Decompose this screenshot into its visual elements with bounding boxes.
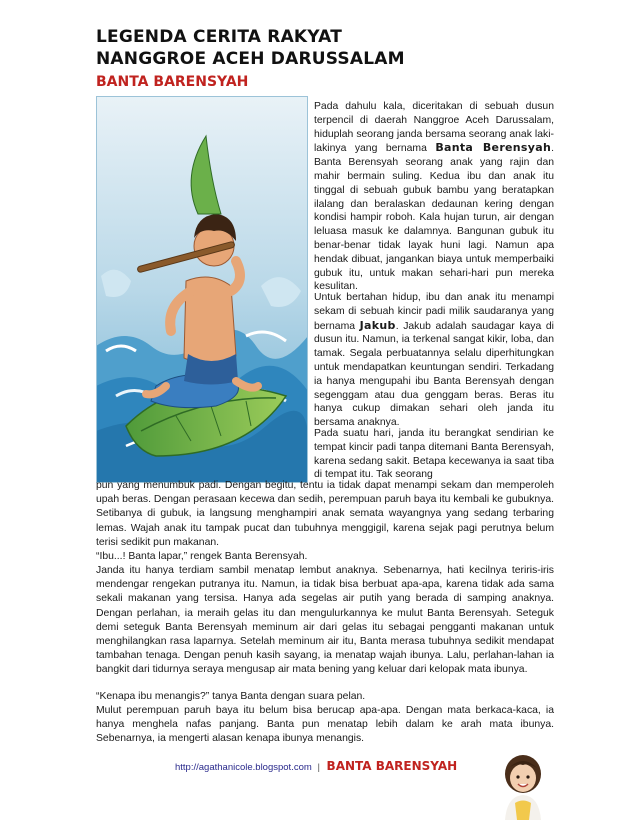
- doc-title-line2: NANGGROE ACEH DARUSSALAM: [96, 49, 405, 69]
- footer-separator: |: [317, 762, 320, 773]
- footer-brand: BANTA BARENSYAH: [326, 759, 458, 773]
- paragraph-3-continued: pun yang menumbuk padi. Dengan begitu, tentu ia tidak dapat menampi sekam dan memperoleh upah beras. Dengan perasaan kecewa dan sedih, perempuan paruh baya itu kembali ke gubuknya. Setibanya di gubuk, ia langsung menghampiri anak semata wayangnya yang sedang terbaring lemas. Wajah anak itu tampak pucat dan tubuhnya menggigil, karena sejak pagi perutnya belum terisi sedikit pun makanan.: [96, 480, 554, 548]
- dialogue-line-2: “Kenapa ibu menangis?” tanya Banta dengan suara pelan.: [96, 691, 366, 702]
- character-name-banta: Banta Berensyah: [435, 141, 552, 155]
- page-footer: [175, 759, 457, 773]
- dialogue-line: “Ibu...! Banta lapar,” rengek Banta Berensyah.: [96, 551, 308, 562]
- doc-title-line1: LEGENDA CERITA RAKYAT: [96, 27, 343, 47]
- paragraph-4: Janda itu hanya terdiam sambil menatap lembut anaknya. Sebenarnya, hati kecilnya teriris-iris mendengar rengekan putranya itu. Namun, ia tidak bisa berbuat apa-apa, karena tidak ada sama sekali makanan yang tersisa. Hanya ada segelas air putih yang berada di samping anaknya. Dengan perlahan, ia meraih gelas itu dan mengulurkannya ke mulut Banta Berensyah. Seteguk demi seteguk Banta Berensyah meminum air dari gelas itu sebagai pengganti makanan untuk menghilangkan rasa laparnya. Setelah meminum air itu, Banta merasa tubuhnya sedikit mendapat tambahan tenaga. Dengan penuh kasih sayang, ia menatap wajah ibunya. Lalu, perlahan-lahan ia bangkit dari tidurnya seraya mengusap air mata bening yang keluar dari kelopak mata ibunya.: [96, 565, 554, 676]
- story-title: BANTA BARENSYAH: [96, 74, 249, 90]
- paragraph-2-text-cont: . Jakub adalah saudagar kaya di dusun itu. Namun, ia terkenal sangat kikir, loba, dan tamak. Segala perbuatannya selalu diperhitungkan untuk mendapatkan keuntungan sendiri. Terkadang ia hanya mengupahi ibu Banta Berensyah dengan segenggam atau dua genggam beras. Beras itu hanya cukup dimakan sehari oleh janda itu bersama anaknya.: [314, 320, 554, 429]
- character-name-jakub: Jakub: [359, 318, 396, 332]
- paragraph-2: [314, 291, 554, 430]
- paragraph-1-text: Pada dahulu kala, diceritakan di sebuah dusun terpencil di daerah Nanggroe Aceh Darussalam, hiduplah seorang janda bersama seorang anak laki-lakinya yang bernama: [314, 101, 554, 155]
- paragraph-1: [314, 100, 554, 294]
- girl-photo-avatar: [493, 748, 553, 820]
- paragraph-1-text-cont: . Banta Berensyah seorang anak yang rajin dan mahir bermain suling. Kedua ibu dan anak itu tinggal di sebuah gubuk bambu yang beratapkan ilalang dan beralaskan dedaunan kering dengan kondisi hampir roboh. Kala hujan turun, air dengan leluasa masuk ke dalamnya. Bangunan gubuk itu benar-benar tidak layak huni lagi. Namun apa hendak dibuat, jangankan biaya untuk memperbaiki gubuk itu, untuk makan sehari-hari pun mereka kesulitan.: [314, 143, 554, 293]
- flute-boy-on-leaf-illustration: [96, 96, 308, 483]
- footer-link[interactable]: http://agathanicole.blogspot.com: [175, 762, 312, 773]
- paragraph-2-text: Untuk bertahan hidup, ibu dan anak itu menampi sekam di sebuah kincir padi milik saudaranya yang bernama: [314, 292, 554, 332]
- paragraph-5: Mulut perempuan paruh baya itu belum bisa berucap apa-apa. Dengan mata berkaca-kaca, ia hanya menghela nafas panjang. Banta pun menatap lebih dalam ke arah mata ibunya. Sebenarnya, ia mengerti alasan kenapa ibunya menangis.: [96, 705, 554, 745]
- paragraph-3: Pada suatu hari, janda itu berangkat sendirian ke tempat kincir padi tanpa ditemani Banta Berensyah, karena sedang sakit. Betapa kecewanya ia saat tiba di tempat itu. Tak seorang: [314, 428, 554, 481]
